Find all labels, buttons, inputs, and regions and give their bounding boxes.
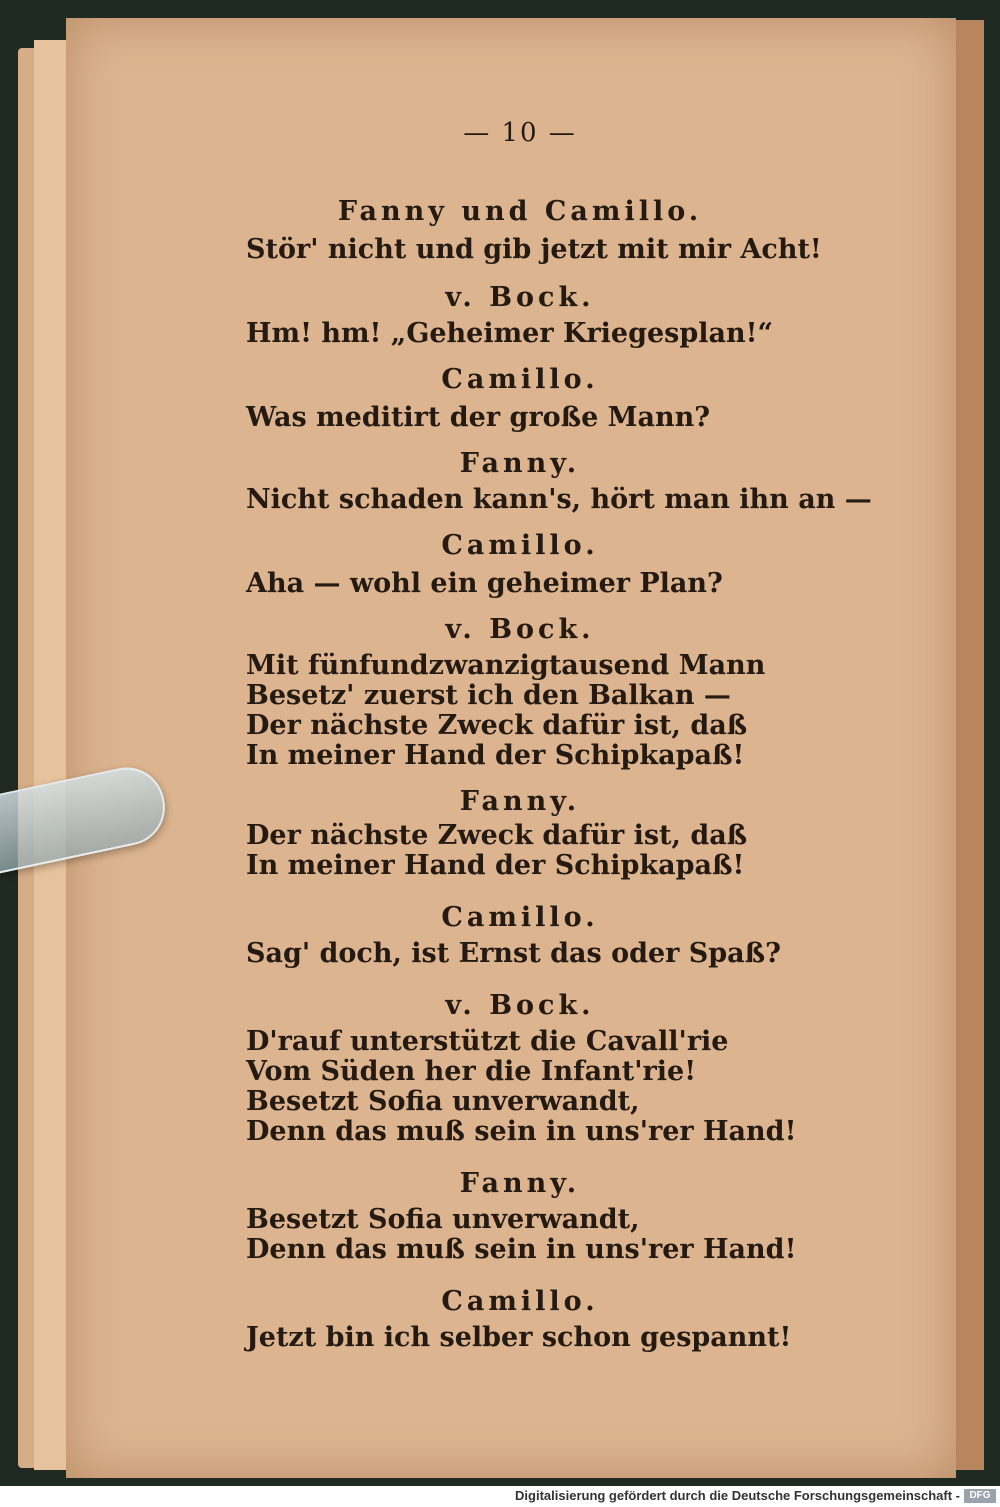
verse-line: Nicht schaden kann's, hört man ihn an — xyxy=(246,484,872,515)
verse-line: Besetzt Sofia unverwandt, xyxy=(246,1204,640,1235)
speaker-name: Camillo. xyxy=(441,1286,599,1317)
speaker-name: v. Bock. xyxy=(445,990,595,1021)
verse-line: Sag' doch, ist Ernst das oder Spaß? xyxy=(246,938,782,969)
verse-line: Hm! hm! „Geheimer Kriegesplan!“ xyxy=(246,318,774,349)
verse-line: Denn das muß sein in uns'rer Hand! xyxy=(246,1234,797,1265)
verse-line: In meiner Hand der Schipkapaß! xyxy=(246,850,745,881)
speaker-name: Fanny und Camillo. xyxy=(337,196,703,227)
verse-line: Vom Süden her die Infant'rie! xyxy=(246,1056,697,1087)
speaker-name: Fanny. xyxy=(459,448,581,479)
verse-line: Was meditirt der große Mann? xyxy=(246,402,711,433)
verse-line: Der nächste Zweck dafür ist, daß xyxy=(246,820,748,851)
page-number: — 10 — xyxy=(463,118,577,148)
verse-line: Mit fünfundzwanzigtausend Mann xyxy=(246,650,766,681)
speaker-name: Camillo. xyxy=(441,902,599,933)
footer-credit: Digitalisierung gefördert durch die Deutsche Forschungsgemeinschaft - xyxy=(515,1488,960,1503)
dfg-logo: DFG xyxy=(964,1489,996,1503)
speaker-name: Camillo. xyxy=(441,530,599,561)
verse-line: In meiner Hand der Schipkapaß! xyxy=(246,740,745,771)
footer-bar xyxy=(0,1486,1000,1507)
speaker-name: v. Bock. xyxy=(445,282,595,313)
verse-line: Aha — wohl ein geheimer Plan? xyxy=(246,568,723,599)
verse-line: Stör' nicht und gib jetzt mit mir Acht! xyxy=(246,234,822,265)
verse-line: Besetzt Sofia unverwandt, xyxy=(246,1086,640,1117)
speaker-name: v. Bock. xyxy=(445,614,595,645)
verse-line: D'rauf unterstützt die Cavall'rie xyxy=(246,1026,729,1057)
verse-line: Jetzt bin ich selber schon gespannt! xyxy=(246,1322,792,1353)
verse-line: Besetz' zuerst ich den Balkan — xyxy=(246,680,731,711)
verse-line: Der nächste Zweck dafür ist, daß xyxy=(246,710,748,741)
speaker-name: Camillo. xyxy=(441,364,599,395)
verse-line: Denn das muß sein in uns'rer Hand! xyxy=(246,1116,797,1147)
speaker-name: Fanny. xyxy=(459,786,581,817)
speaker-name: Fanny. xyxy=(459,1168,581,1199)
